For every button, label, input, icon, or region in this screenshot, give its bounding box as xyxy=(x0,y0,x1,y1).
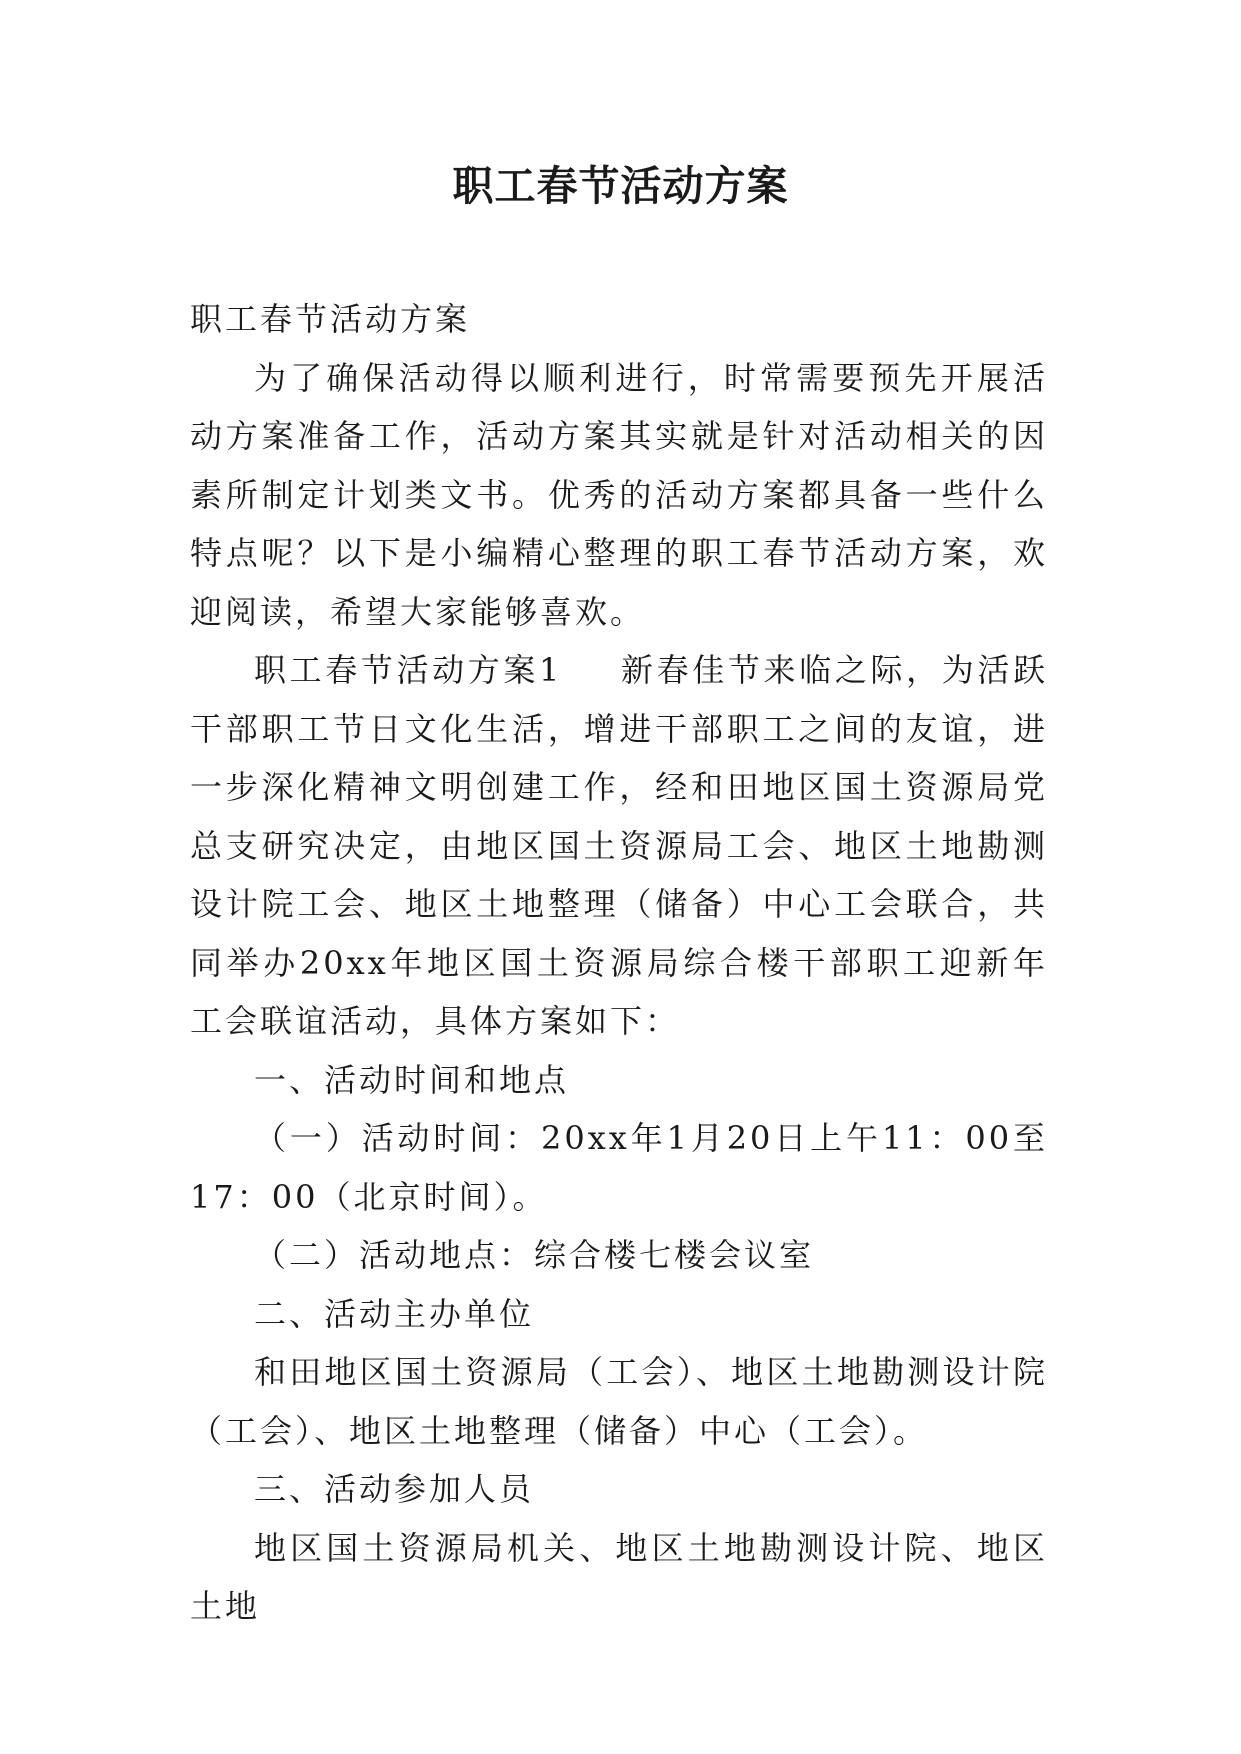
intro-paragraph: 为了确保活动得以顺利进行，时常需要预先开展活动方案准备工作，活动方案其实就是针对活动相关的因素所制定计划类文书。优秀的活动方案都具备一些什么特点呢？以下是小编精心整理的职工春节活动方案，欢迎阅读，希望大家能够喜欢。 xyxy=(190,358,1048,631)
plan-1-paragraph xyxy=(190,641,1048,1051)
plan-1-body: 新春佳节来临之际，为活跃干部职工节日文化生活，增进干部职工之间的友谊，进一步深化精神文明创建工作，经和田地区国土资源局党总支研究决定，由地区国土资源局工会、地区土地勘测设计院工会、地区土地整理（储备）中心工会联合，共同举办20xx年地区国土资源局综合楼干部职工迎新年工会联谊活动，具体方案如下： xyxy=(190,651,1048,1040)
activity-time-item: （一）活动时间：20xx年1月20日上午11：00至17：00（北京时间）。 xyxy=(190,1119,1048,1216)
section-heading-time-place: 一、活动时间和地点 xyxy=(254,1060,570,1099)
section-heading-organizer: 二、活动主办单位 xyxy=(254,1294,535,1333)
document-title: 职工春节活动方案 xyxy=(452,162,789,210)
body-heading: 职工春节活动方案 xyxy=(190,300,471,338)
document-body xyxy=(190,290,1048,1636)
plan-1-label: 职工春节活动方案1 xyxy=(254,651,563,689)
participants-paragraph: 地区国土资源局机关、地区土地勘测设计院、地区土地 xyxy=(190,1528,1048,1625)
activity-place-item: （二）活动地点：综合楼七楼会议室 xyxy=(254,1236,815,1274)
section-heading-participants: 三、活动参加人员 xyxy=(254,1470,535,1508)
organizer-paragraph: 和田地区国土资源局（工会）、地区土地勘测设计院（工会）、地区土地整理（储备）中心（工会）。 xyxy=(190,1353,1048,1450)
